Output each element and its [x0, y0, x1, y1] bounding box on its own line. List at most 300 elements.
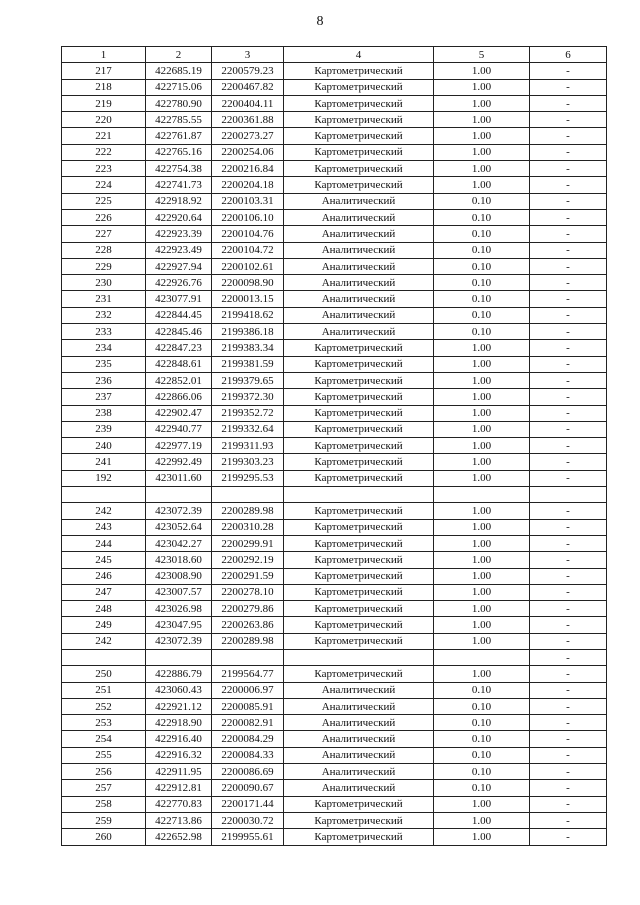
point-number-cell: 239 [62, 421, 146, 437]
method-cell: Аналитический [284, 193, 434, 209]
y-coordinate-cell [212, 487, 284, 503]
accuracy-cell: 1.00 [434, 470, 530, 486]
point-number-cell: 244 [62, 535, 146, 551]
accuracy-cell: 1.00 [434, 63, 530, 79]
y-coordinate-cell: 2200273.27 [212, 128, 284, 144]
method-cell: Картометрический [284, 372, 434, 388]
y-coordinate-cell: 2200291.59 [212, 568, 284, 584]
table-row [62, 209, 607, 225]
x-coordinate-cell: 422918.90 [146, 715, 212, 731]
y-coordinate-cell: 2199381.59 [212, 356, 284, 372]
accuracy-cell: 0.10 [434, 715, 530, 731]
note-cell: - [530, 666, 607, 682]
method-cell: Аналитический [284, 226, 434, 242]
y-coordinate-cell: 2200292.19 [212, 552, 284, 568]
x-coordinate-cell: 422926.76 [146, 275, 212, 291]
method-cell: Картометрический [284, 112, 434, 128]
point-number-cell: 222 [62, 144, 146, 160]
accuracy-cell: 1.00 [434, 796, 530, 812]
accuracy-cell: 0.10 [434, 324, 530, 340]
x-coordinate-cell: 422785.55 [146, 112, 212, 128]
point-number-cell: 232 [62, 307, 146, 323]
x-coordinate-cell: 422902.47 [146, 405, 212, 421]
x-coordinate-cell: 423052.64 [146, 519, 212, 535]
note-cell: - [530, 535, 607, 551]
accuracy-cell [434, 649, 530, 665]
x-coordinate-cell: 422921.12 [146, 698, 212, 714]
table-row [62, 161, 607, 177]
table-row [62, 649, 607, 665]
note-cell: - [530, 275, 607, 291]
accuracy-cell: 1.00 [434, 144, 530, 160]
accuracy-cell: 0.10 [434, 780, 530, 796]
table-row [62, 780, 607, 796]
x-coordinate-cell: 422918.92 [146, 193, 212, 209]
point-number-cell: 237 [62, 389, 146, 405]
note-cell: - [530, 552, 607, 568]
method-cell: Аналитический [284, 307, 434, 323]
x-coordinate-cell: 422911.95 [146, 764, 212, 780]
x-coordinate-cell: 422923.49 [146, 242, 212, 258]
note-cell: - [530, 601, 607, 617]
y-coordinate-cell: 2199386.18 [212, 324, 284, 340]
accuracy-cell: 0.10 [434, 291, 530, 307]
y-coordinate-cell: 2200278.10 [212, 584, 284, 600]
method-cell: Аналитический [284, 764, 434, 780]
method-cell: Аналитический [284, 209, 434, 225]
point-number-cell: 217 [62, 63, 146, 79]
x-coordinate-cell: 422761.87 [146, 128, 212, 144]
header-cell-1: 1 [62, 47, 146, 63]
point-number-cell: 241 [62, 454, 146, 470]
y-coordinate-cell: 2200310.28 [212, 519, 284, 535]
note-cell: - [530, 307, 607, 323]
note-cell: - [530, 633, 607, 649]
y-coordinate-cell: 2199303.23 [212, 454, 284, 470]
x-coordinate-cell [146, 487, 212, 503]
point-number-cell: 259 [62, 812, 146, 828]
point-number-cell: 218 [62, 79, 146, 95]
point-number-cell: 254 [62, 731, 146, 747]
accuracy-cell: 1.00 [434, 372, 530, 388]
note-cell: - [530, 405, 607, 421]
y-coordinate-cell: 2199383.34 [212, 340, 284, 356]
x-coordinate-cell: 422927.94 [146, 258, 212, 274]
table-row [62, 715, 607, 731]
note-cell: - [530, 715, 607, 731]
method-cell: Картометрический [284, 340, 434, 356]
x-coordinate-cell: 422754.38 [146, 161, 212, 177]
note-cell: - [530, 747, 607, 763]
method-cell: Картометрический [284, 177, 434, 193]
y-coordinate-cell: 2200013.15 [212, 291, 284, 307]
x-coordinate-cell: 422845.46 [146, 324, 212, 340]
point-number-cell: 260 [62, 829, 146, 845]
accuracy-cell: 1.00 [434, 112, 530, 128]
x-coordinate-cell: 422847.23 [146, 340, 212, 356]
x-coordinate-cell: 422923.39 [146, 226, 212, 242]
x-coordinate-cell: 423008.90 [146, 568, 212, 584]
y-coordinate-cell: 2200289.98 [212, 633, 284, 649]
accuracy-cell: 0.10 [434, 698, 530, 714]
x-coordinate-cell: 422916.40 [146, 731, 212, 747]
table-row [62, 438, 607, 454]
note-cell: - [530, 79, 607, 95]
table-row [62, 454, 607, 470]
method-cell: Картометрический [284, 421, 434, 437]
y-coordinate-cell: 2199372.30 [212, 389, 284, 405]
accuracy-cell: 1.00 [434, 177, 530, 193]
x-coordinate-cell: 422741.73 [146, 177, 212, 193]
note-cell: - [530, 812, 607, 828]
note-cell: - [530, 698, 607, 714]
point-number-cell: 192 [62, 470, 146, 486]
note-cell: - [530, 519, 607, 535]
y-coordinate-cell: 2200030.72 [212, 812, 284, 828]
point-number-cell: 227 [62, 226, 146, 242]
table-row [62, 584, 607, 600]
method-cell: Аналитический [284, 324, 434, 340]
accuracy-cell: 1.00 [434, 535, 530, 551]
accuracy-cell: 0.10 [434, 747, 530, 763]
note-cell: - [530, 649, 607, 665]
table-body [62, 63, 607, 845]
point-number-cell: 243 [62, 519, 146, 535]
method-cell: Аналитический [284, 731, 434, 747]
note-cell: - [530, 438, 607, 454]
y-coordinate-cell: 2200254.06 [212, 144, 284, 160]
point-number-cell: 220 [62, 112, 146, 128]
y-coordinate-cell: 2200361.88 [212, 112, 284, 128]
accuracy-cell: 1.00 [434, 356, 530, 372]
table-row [62, 568, 607, 584]
accuracy-cell: 1.00 [434, 666, 530, 682]
x-coordinate-cell: 423072.39 [146, 633, 212, 649]
x-coordinate-cell: 423047.95 [146, 617, 212, 633]
note-cell: - [530, 258, 607, 274]
point-number-cell: 257 [62, 780, 146, 796]
accuracy-cell: 1.00 [434, 601, 530, 617]
table-row [62, 63, 607, 79]
accuracy-cell: 1.00 [434, 617, 530, 633]
table-row [62, 372, 607, 388]
table-row [62, 79, 607, 95]
y-coordinate-cell: 2200404.11 [212, 95, 284, 111]
accuracy-cell: 0.10 [434, 193, 530, 209]
method-cell: Аналитический [284, 242, 434, 258]
y-coordinate-cell: 2200289.98 [212, 503, 284, 519]
x-coordinate-cell: 422844.45 [146, 307, 212, 323]
y-coordinate-cell: 2200098.90 [212, 275, 284, 291]
header-cell-2: 2 [146, 47, 212, 63]
method-cell: Картометрический [284, 519, 434, 535]
accuracy-cell: 0.10 [434, 682, 530, 698]
method-cell: Картометрический [284, 535, 434, 551]
table-row [62, 519, 607, 535]
x-coordinate-cell: 423018.60 [146, 552, 212, 568]
x-coordinate-cell: 422886.79 [146, 666, 212, 682]
table-row [62, 340, 607, 356]
method-cell [284, 487, 434, 503]
point-number-cell: 231 [62, 291, 146, 307]
x-coordinate-cell: 422912.81 [146, 780, 212, 796]
accuracy-cell: 1.00 [434, 438, 530, 454]
method-cell: Картометрический [284, 454, 434, 470]
note-cell: - [530, 372, 607, 388]
table-row [62, 731, 607, 747]
note-cell: - [530, 112, 607, 128]
y-coordinate-cell: 2199379.65 [212, 372, 284, 388]
note-cell: - [530, 780, 607, 796]
point-number-cell: 230 [62, 275, 146, 291]
y-coordinate-cell: 2199955.61 [212, 829, 284, 845]
x-coordinate-cell: 423011.60 [146, 470, 212, 486]
note-cell: - [530, 454, 607, 470]
method-cell: Картометрический [284, 503, 434, 519]
note-cell: - [530, 340, 607, 356]
x-coordinate-cell: 422765.16 [146, 144, 212, 160]
method-cell: Картометрический [284, 389, 434, 405]
x-coordinate-cell: 422685.19 [146, 63, 212, 79]
point-number-cell: 250 [62, 666, 146, 682]
method-cell: Картометрический [284, 161, 434, 177]
x-coordinate-cell: 422992.49 [146, 454, 212, 470]
method-cell: Картометрический [284, 584, 434, 600]
y-coordinate-cell: 2200467.82 [212, 79, 284, 95]
method-cell: Аналитический [284, 698, 434, 714]
coordinates-table [61, 46, 607, 846]
method-cell: Аналитический [284, 747, 434, 763]
table-row [62, 144, 607, 160]
method-cell: Картометрический [284, 144, 434, 160]
note-cell: - [530, 144, 607, 160]
note-cell: - [530, 470, 607, 486]
x-coordinate-cell: 422852.01 [146, 372, 212, 388]
method-cell: Картометрический [284, 796, 434, 812]
method-cell: Аналитический [284, 258, 434, 274]
table-row [62, 275, 607, 291]
method-cell: Аналитический [284, 682, 434, 698]
header-cell-5: 5 [434, 47, 530, 63]
y-coordinate-cell: 2200085.91 [212, 698, 284, 714]
table-row [62, 291, 607, 307]
y-coordinate-cell: 2200279.86 [212, 601, 284, 617]
y-coordinate-cell: 2200263.86 [212, 617, 284, 633]
note-cell [530, 487, 607, 503]
accuracy-cell: 1.00 [434, 405, 530, 421]
note-cell: - [530, 421, 607, 437]
note-cell: - [530, 682, 607, 698]
x-coordinate-cell: 422940.77 [146, 421, 212, 437]
note-cell: - [530, 193, 607, 209]
accuracy-cell: 1.00 [434, 584, 530, 600]
point-number-cell: 240 [62, 438, 146, 454]
y-coordinate-cell: 2199418.62 [212, 307, 284, 323]
accuracy-cell: 1.00 [434, 454, 530, 470]
point-number-cell: 238 [62, 405, 146, 421]
y-coordinate-cell: 2200082.91 [212, 715, 284, 731]
table-row [62, 324, 607, 340]
table-row [62, 405, 607, 421]
table-row [62, 487, 607, 503]
method-cell: Картометрический [284, 617, 434, 633]
method-cell: Картометрический [284, 438, 434, 454]
accuracy-cell: 0.10 [434, 275, 530, 291]
x-coordinate-cell: 423072.39 [146, 503, 212, 519]
y-coordinate-cell: 2200086.69 [212, 764, 284, 780]
x-coordinate-cell: 422780.90 [146, 95, 212, 111]
accuracy-cell: 0.10 [434, 242, 530, 258]
accuracy-cell: 0.10 [434, 258, 530, 274]
accuracy-cell: 1.00 [434, 389, 530, 405]
table-row [62, 389, 607, 405]
y-coordinate-cell: 2200104.72 [212, 242, 284, 258]
y-coordinate-cell [212, 649, 284, 665]
table-row [62, 470, 607, 486]
note-cell: - [530, 63, 607, 79]
header-cell-6: 6 [530, 47, 607, 63]
note-cell: - [530, 617, 607, 633]
note-cell: - [530, 389, 607, 405]
table-row [62, 258, 607, 274]
point-number-cell: 249 [62, 617, 146, 633]
note-cell: - [530, 95, 607, 111]
table-row [62, 601, 607, 617]
accuracy-cell: 1.00 [434, 503, 530, 519]
method-cell: Картометрический [284, 552, 434, 568]
table-row [62, 503, 607, 519]
table-row [62, 666, 607, 682]
accuracy-cell: 1.00 [434, 95, 530, 111]
point-number-cell: 248 [62, 601, 146, 617]
x-coordinate-cell: 422916.32 [146, 747, 212, 763]
method-cell [284, 649, 434, 665]
x-coordinate-cell: 422715.06 [146, 79, 212, 95]
table-row [62, 356, 607, 372]
accuracy-cell: 0.10 [434, 226, 530, 242]
y-coordinate-cell: 2200579.23 [212, 63, 284, 79]
x-coordinate-cell: 422866.06 [146, 389, 212, 405]
accuracy-cell: 0.10 [434, 731, 530, 747]
note-cell: - [530, 764, 607, 780]
method-cell: Картометрический [284, 633, 434, 649]
y-coordinate-cell: 2200104.76 [212, 226, 284, 242]
point-number-cell: 224 [62, 177, 146, 193]
note-cell: - [530, 242, 607, 258]
table-row [62, 796, 607, 812]
point-number-cell [62, 649, 146, 665]
table-row [62, 193, 607, 209]
table-row [62, 682, 607, 698]
method-cell: Аналитический [284, 780, 434, 796]
method-cell: Картометрический [284, 356, 434, 372]
note-cell: - [530, 356, 607, 372]
point-number-cell: 221 [62, 128, 146, 144]
point-number-cell: 228 [62, 242, 146, 258]
y-coordinate-cell: 2199564.77 [212, 666, 284, 682]
point-number-cell: 242 [62, 633, 146, 649]
table-row [62, 764, 607, 780]
note-cell: - [530, 503, 607, 519]
header-cell-4: 4 [284, 47, 434, 63]
y-coordinate-cell: 2200084.33 [212, 747, 284, 763]
table-row [62, 617, 607, 633]
method-cell: Картометрический [284, 63, 434, 79]
accuracy-cell: 1.00 [434, 421, 530, 437]
table-row [62, 747, 607, 763]
point-number-cell [62, 487, 146, 503]
method-cell: Картометрический [284, 666, 434, 682]
note-cell: - [530, 829, 607, 845]
y-coordinate-cell: 2200103.31 [212, 193, 284, 209]
y-coordinate-cell: 2199295.53 [212, 470, 284, 486]
table-row [62, 698, 607, 714]
x-coordinate-cell [146, 649, 212, 665]
point-number-cell: 235 [62, 356, 146, 372]
x-coordinate-cell: 423026.98 [146, 601, 212, 617]
x-coordinate-cell: 422848.61 [146, 356, 212, 372]
x-coordinate-cell: 422920.64 [146, 209, 212, 225]
point-number-cell: 223 [62, 161, 146, 177]
accuracy-cell: 1.00 [434, 812, 530, 828]
y-coordinate-cell: 2200106.10 [212, 209, 284, 225]
note-cell: - [530, 226, 607, 242]
accuracy-cell: 1.00 [434, 161, 530, 177]
table-row [62, 535, 607, 551]
table-row [62, 177, 607, 193]
method-cell: Картометрический [284, 601, 434, 617]
accuracy-cell: 1.00 [434, 340, 530, 356]
method-cell: Картометрический [284, 470, 434, 486]
note-cell: - [530, 584, 607, 600]
accuracy-cell: 1.00 [434, 829, 530, 845]
table-row [62, 829, 607, 845]
point-number-cell: 219 [62, 95, 146, 111]
accuracy-cell: 0.10 [434, 307, 530, 323]
point-number-cell: 225 [62, 193, 146, 209]
table-row [62, 226, 607, 242]
note-cell: - [530, 568, 607, 584]
accuracy-cell [434, 487, 530, 503]
x-coordinate-cell: 423060.43 [146, 682, 212, 698]
table-row [62, 95, 607, 111]
point-number-cell: 255 [62, 747, 146, 763]
method-cell: Аналитический [284, 275, 434, 291]
header-cell-3: 3 [212, 47, 284, 63]
note-cell: - [530, 177, 607, 193]
note-cell: - [530, 324, 607, 340]
accuracy-cell: 1.00 [434, 128, 530, 144]
accuracy-cell: 1.00 [434, 552, 530, 568]
point-number-cell: 245 [62, 552, 146, 568]
y-coordinate-cell: 2200171.44 [212, 796, 284, 812]
table-row [62, 307, 607, 323]
x-coordinate-cell: 422652.98 [146, 829, 212, 845]
point-number-cell: 233 [62, 324, 146, 340]
accuracy-cell: 1.00 [434, 568, 530, 584]
note-cell: - [530, 128, 607, 144]
table-row [62, 633, 607, 649]
x-coordinate-cell: 423042.27 [146, 535, 212, 551]
point-number-cell: 258 [62, 796, 146, 812]
y-coordinate-cell: 2200216.84 [212, 161, 284, 177]
point-number-cell: 236 [62, 372, 146, 388]
header-row [62, 47, 607, 63]
method-cell: Картометрический [284, 405, 434, 421]
method-cell: Картометрический [284, 812, 434, 828]
point-number-cell: 251 [62, 682, 146, 698]
y-coordinate-cell: 2200204.18 [212, 177, 284, 193]
